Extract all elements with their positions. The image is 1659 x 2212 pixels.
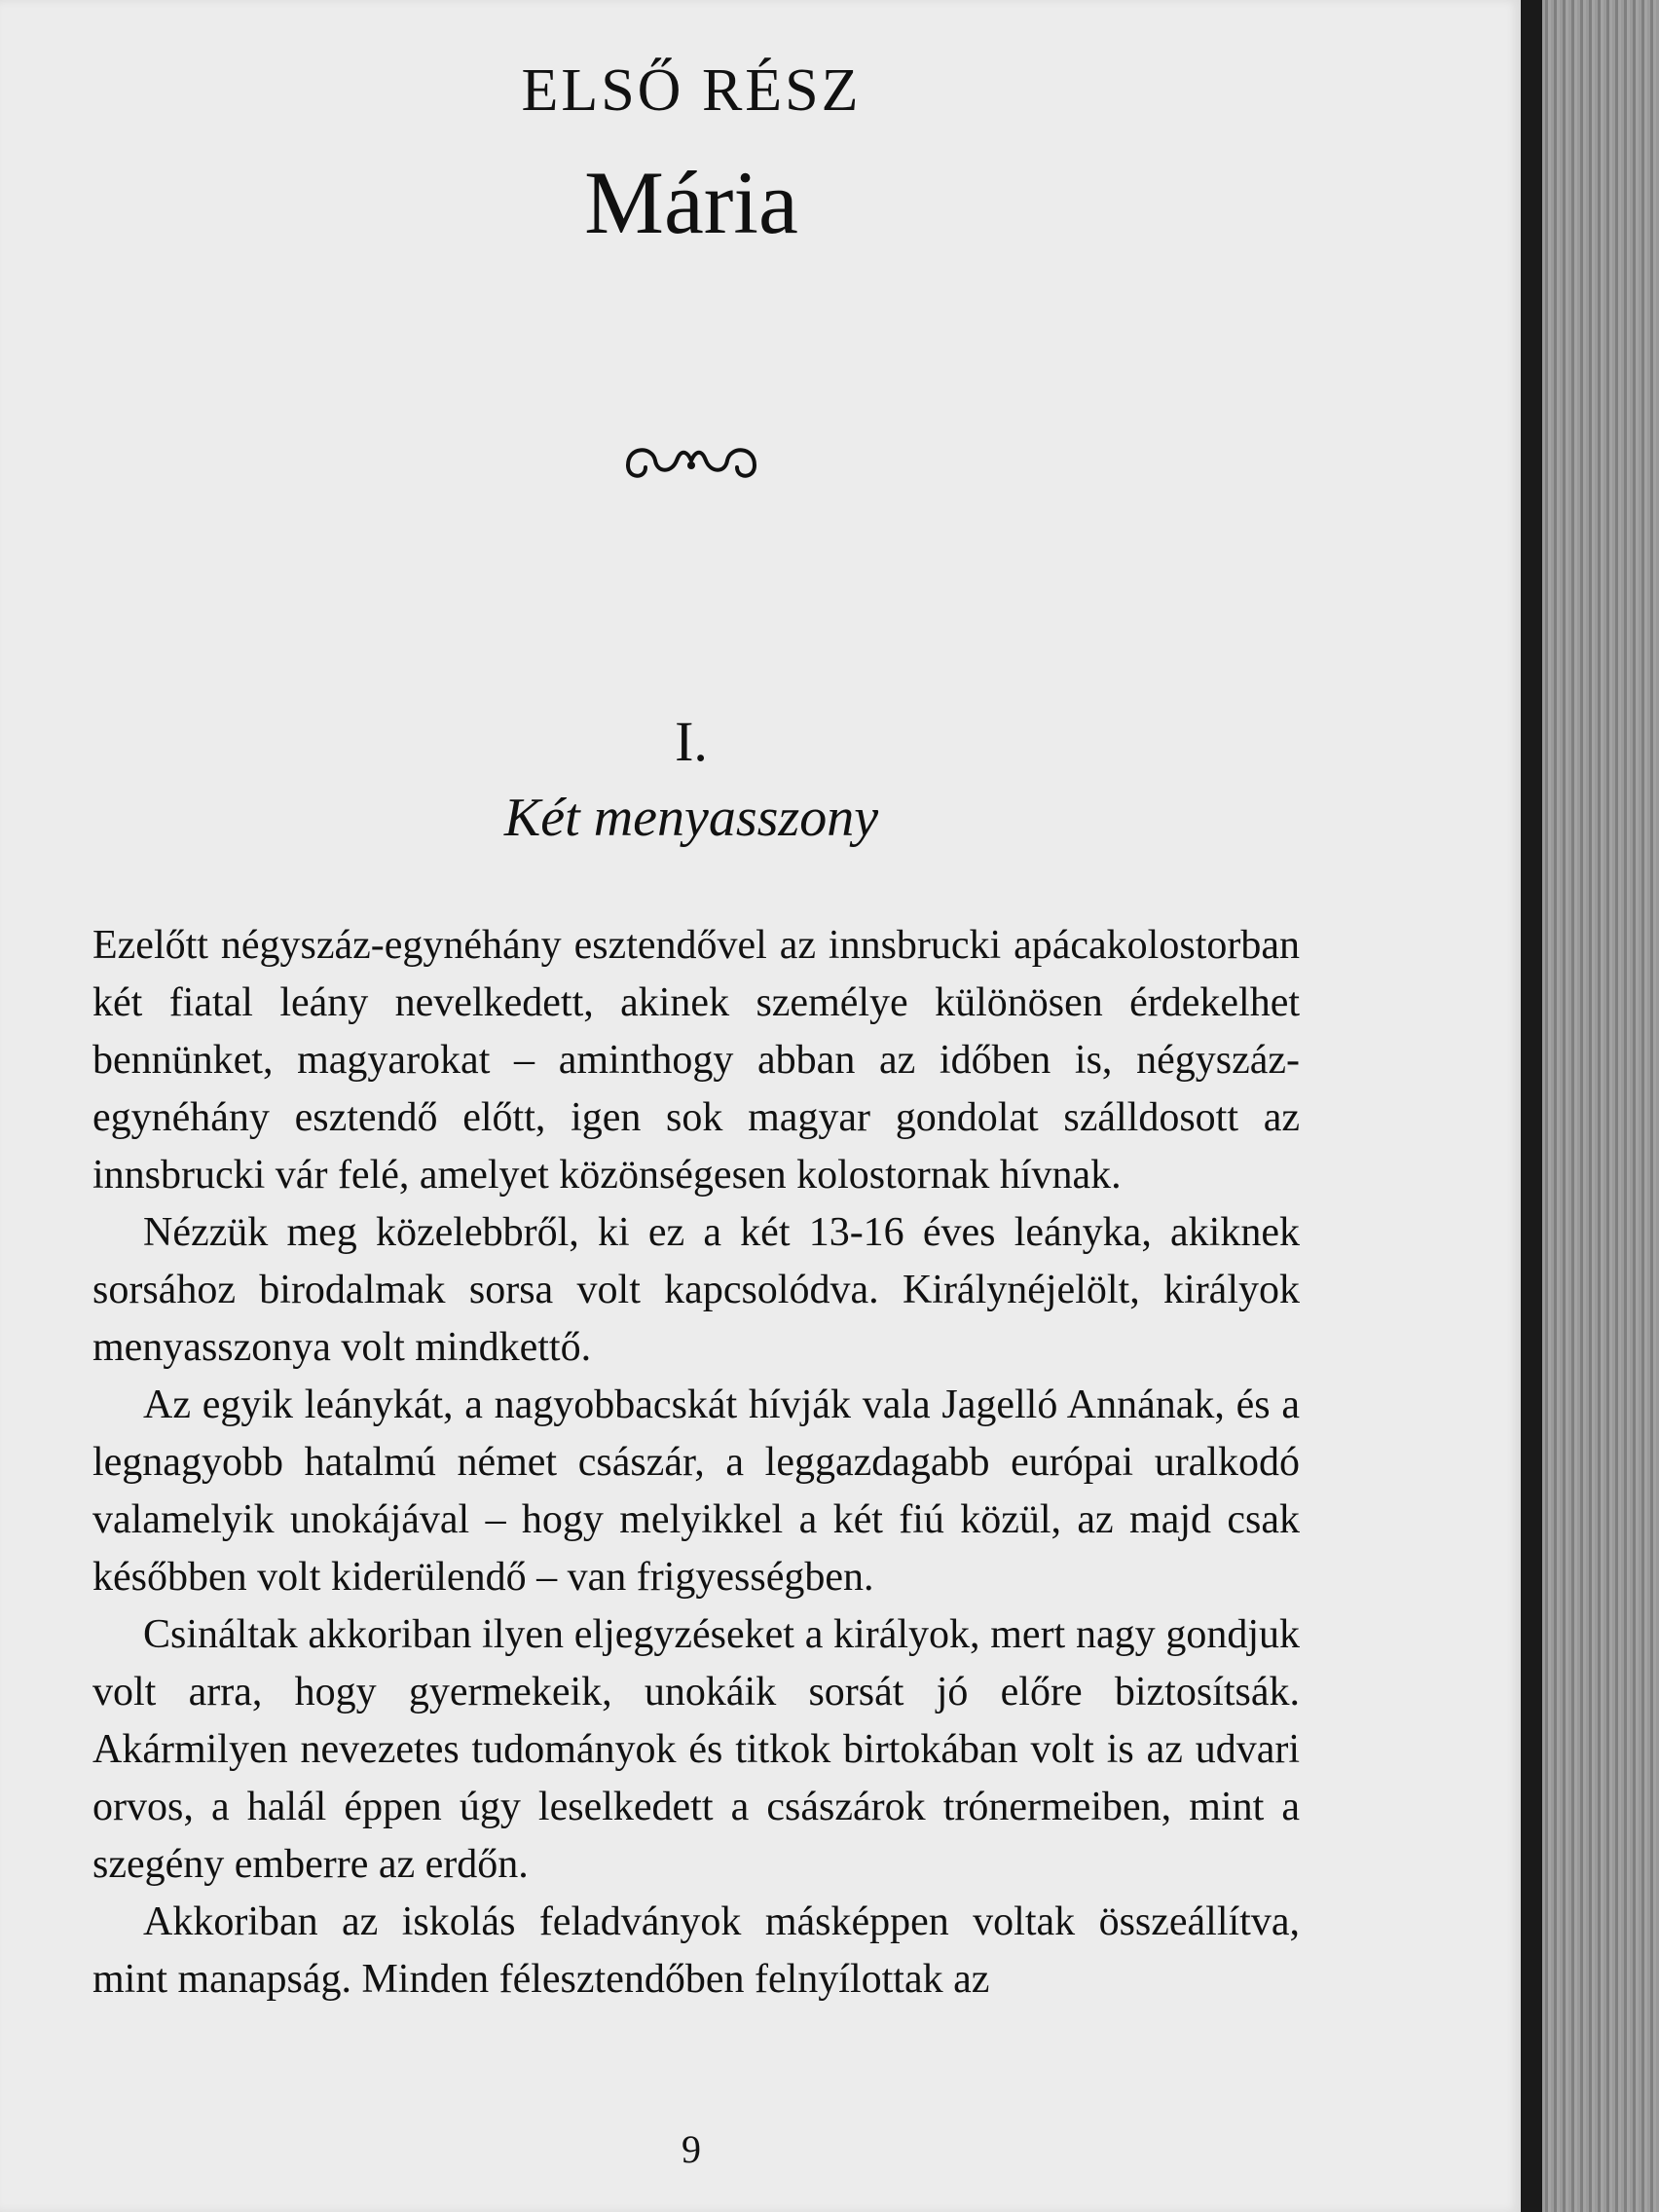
paragraph: Akkoriban az iskolás feladványok másképpen voltak összeállítva, mint manapság. Minden félesztendőben felnyílottak az (92, 1899, 1300, 2002)
chapter-body (92, 917, 1300, 2009)
book-spine (1521, 0, 1542, 2212)
ornament-flourish-icon (618, 436, 764, 485)
ornament-icon (0, 436, 1382, 496)
paragraph: Ezelőtt négyszáz-egynéhány esztendővel az innsbrucki apácakolostorban két fiatal leány nevelkedett, akinek személye különösen érdekelhet bennünket, magyarokat – aminthogy abban az időben is, négyszáz-egynéhány esztendő előtt, igen sok magyar gondolat szálldosott az innsbrucki vár felé, amelyet közönségesen kolostornak hívnak. (92, 923, 1300, 1198)
page-number: 9 (682, 2127, 701, 2171)
chapter-number: I. (675, 710, 708, 773)
part-label: ELSŐ RÉSZ (521, 57, 862, 124)
paragraph: Nézzük meg közelebbről, ki ez a két 13-16 éves leányka, akiknek sorsához birodalmak sorsa volt kapcsolódva. Királynéjelölt, királyok menyasszonya volt mindkettő. (92, 1210, 1300, 1370)
paragraph: Az egyik leánykát, a nagyobbacskát hívják vala Jagelló Annának, és a legnagyobb hatalmú német császár, a leggazdagabb európai uralkodó valamelyik unokájával – hogy melyikkel a két fiú közül, az majd csak későbben volt kiderülendő – van frigyességben. (92, 1382, 1300, 1600)
page-edges (1542, 0, 1659, 2212)
part-title: Mária (584, 153, 798, 252)
chapter-title: Két menyasszony (503, 788, 879, 848)
paragraph: Csináltak akkoriban ilyen eljegyzéseket a királyok, mert nagy gondjuk volt arra, hogy gyermekeik, unokáik sorsát jó előre biztosítsák. Akármilyen nevezetes tudományok és titkok birtokában volt is az udvari orvos, a halál éppen úgy leselkedett a császárok trónermeiben, mint a szegény emberre az erdőn. (92, 1612, 1300, 1887)
